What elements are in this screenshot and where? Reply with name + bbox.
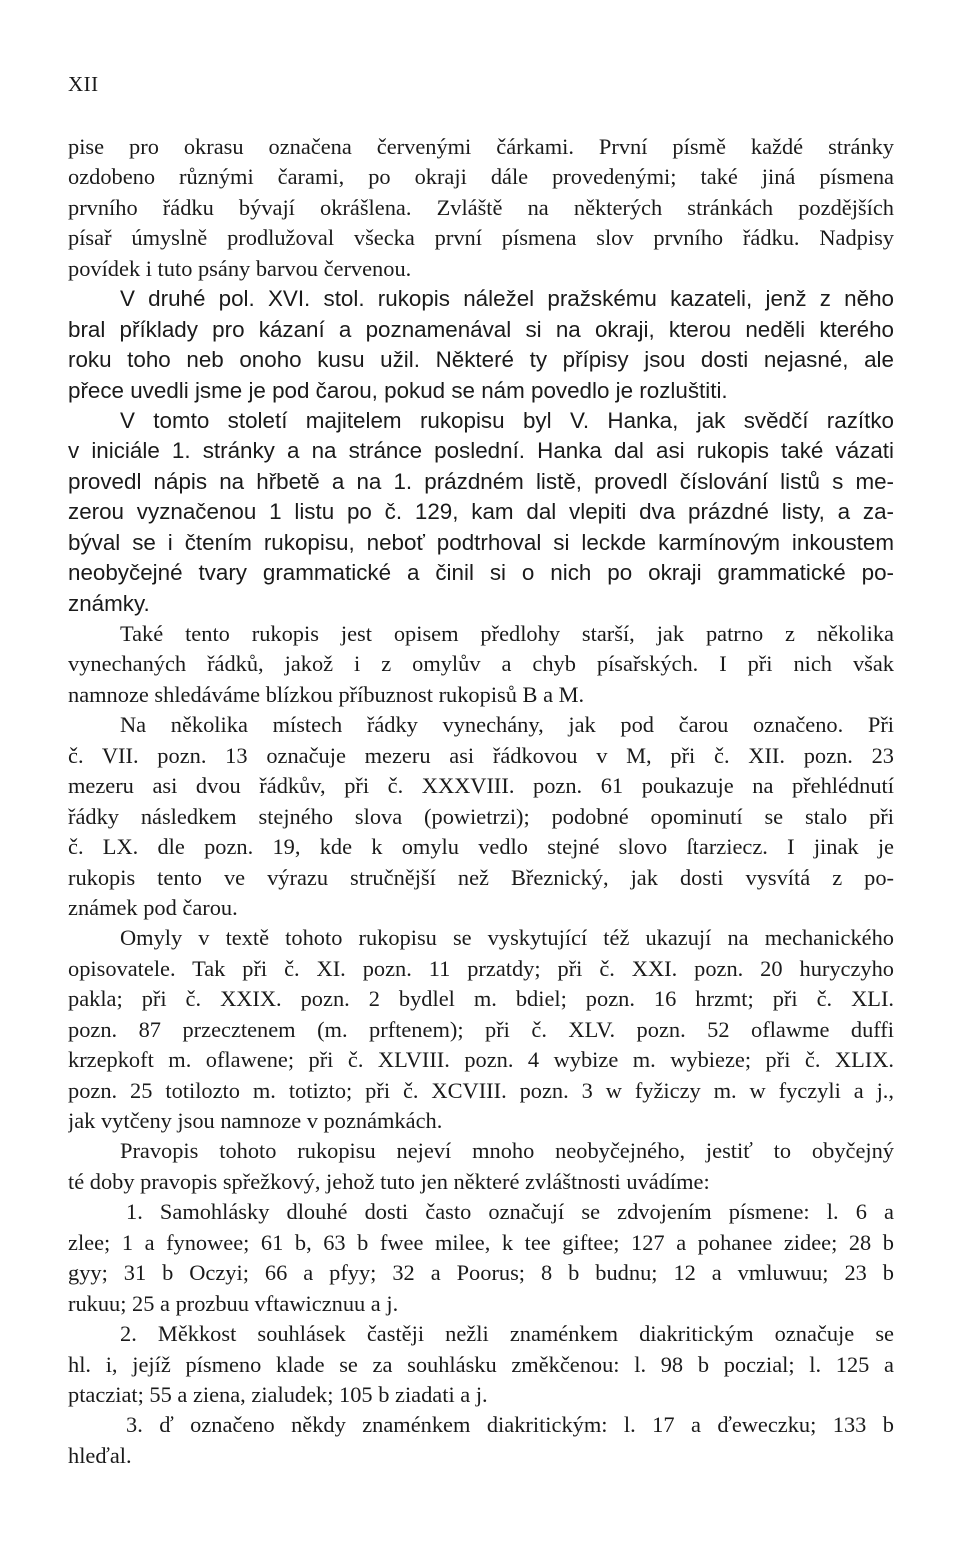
text-line: zerou vyznačenou 1 listu po č. 129, kam dal vlepiti dva prázdné listy, a za-: [68, 499, 894, 525]
text-line: 2. Měkkost souhlásek častěji nežli znaménkem diakritickým označuje se: [120, 1321, 894, 1347]
text-line: býval se i čtením rukopisu, neboť podtrhoval si leckde karmínovým inkoustem: [68, 529, 894, 555]
text-line: roku toho neb onoho kusu užil. Některé ty přípisy jsou dosti nejasné, ale: [68, 347, 894, 373]
text-line: Také tento rukopis jest opisem předlohy starší, jak patrno z několika: [120, 621, 894, 646]
text-line: č. LX. dle pozn. 19, kde k omylu vedlo stejné slovo ſtarziecz. I jinak je: [68, 834, 894, 860]
text-line: 1. Samohlásky dlouhé dosti často označují se zdvojením písmene: l. 6 a: [126, 1199, 894, 1225]
text-line: pozn. 87 przecztenem (m. prftenem); při č. XLV. pozn. 52 oflawme duffi: [68, 1016, 894, 1042]
text-line: řádky následkem stejného slova (powietrzi); podobné opominutí se stalo při: [68, 803, 894, 829]
text-line: V druhé pol. XVI. stol. rukopis náležel pražskému kazateli, jenž z něho: [120, 286, 894, 312]
text-line: rukopis tento ve výrazu stručnější než Březnický, jak dosti vysvítá z po-: [68, 864, 894, 890]
text-line: té doby pravopis spřežkový, jehož tuto jen některé zvláštnosti uvádíme:: [68, 1168, 710, 1194]
text-line: pakla; při č. XXIX. pozn. 2 bydlel m. bdiel; pozn. 16 hrzmt; při č. XLI.: [68, 986, 894, 1012]
text-line: pise pro okrasu označena červenými čárkami. První písmě každé stránky: [68, 134, 894, 159]
text-line: povídek i tuto psány barvou červenou.: [68, 255, 412, 281]
text-line: 3. ď označeno někdy znaménkem diakritickým: l. 17 a ďeweczku; 133 b: [126, 1412, 894, 1438]
text-line: namnoze shledáváme blízkou příbuznost rukopisů B a M.: [68, 681, 585, 707]
text-line: písař úmyslně prodlužoval všecka první písmena slov prvního řádku. Nadpisy: [68, 225, 894, 251]
text-line: Na několika místech řádky vynechány, jak pod čarou označeno. Při: [120, 712, 894, 738]
text-line: neobyčejné tvary grammatické a činil si o nich po okraji grammatické po-: [68, 560, 894, 586]
text-line: Pravopis tohoto rukopisu nejeví mnoho neobyčejného, jestiť to obyčejný: [120, 1138, 894, 1164]
page-number: XII: [68, 72, 99, 96]
text-line: ozdobeno různými čarami, po okraji dále provedenými; také jiná písmena: [68, 164, 894, 190]
text-line: ptacziat; 55 a ziena, zialudek; 105 b ziadati a j.: [68, 1381, 488, 1407]
text-line: krzepkoft m. oflawene; při č. XLVIII. pozn. 4 wybize m. wybieze; při č. XLIX.: [68, 1047, 894, 1073]
text-line: opisovatele. Tak při č. XI. pozn. 11 przatdy; při č. XXI. pozn. 20 huryczyho: [68, 955, 894, 981]
text-line: zlee; 1 a fynowee; 61 b, 63 b fwee milee, k tee giftee; 127 a pohanee zidee; 28 b: [68, 1229, 894, 1255]
text-line: gyy; 31 b Oczyi; 66 a pfyy; 32 a Poorus; 8 b budnu; 12 a vmluwuu; 23 b: [68, 1260, 894, 1286]
text-line: pozn. 25 totilozto m. totizto; při č. XCVIII. pozn. 3 w fyžiczy m. w fyczyli a j.,: [68, 1077, 894, 1103]
body-text: [68, 132, 894, 1471]
text-line: č. VII. pozn. 13 označuje mezeru asi řádkovou v M, při č. XII. pozn. 23: [68, 742, 894, 768]
text-line: prvního řádku bývají okrášlena. Zvláště na některých stránkách pozdějších: [68, 194, 894, 220]
text-line: hleďal.: [68, 1442, 132, 1468]
text-line: přece uvedli jsme je pod čarou, pokud se nám povedlo je rozluštiti.: [68, 377, 728, 403]
text-line: bral příklady pro kázaní a poznamenával si na okraji, kterou neděli kterého: [68, 316, 894, 342]
text-line: vynechaných řádků, jakož i z omylův a chyb písařských. I při nich však: [68, 651, 894, 677]
text-line: V tomto století majitelem rukopisu byl V. Hanka, jak svědčí razítko: [120, 407, 894, 433]
text-line: provedl nápis na hřbetě a na 1. prázdném listě, provedl číslování listů s me-: [68, 468, 894, 494]
text-line: rukuu; 25 a prozbuu vftawicznuu a j.: [68, 1290, 399, 1316]
text-line: jak vytčeny jsou namnoze v poznámkách.: [68, 1108, 443, 1133]
text-line: známky.: [68, 590, 150, 616]
text-line: známek pod čarou.: [68, 894, 238, 920]
text-line: Omyly v textě tohoto rukopisu se vyskytující též ukazují na mechanického: [120, 925, 894, 951]
text-line: hl. i, jejíž písmeno klade se za souhlásku změkčenou: l. 98 b poczial; l. 125 a: [68, 1351, 894, 1377]
text-line: mezeru asi dvou řádkův, při č. XXXVIII. pozn. 61 poukazuje na přehlédnutí: [68, 773, 894, 799]
text-line: v iniciále 1. stránky a na stránce poslední. Hanka dal asi rukopis také vázati: [68, 438, 894, 464]
